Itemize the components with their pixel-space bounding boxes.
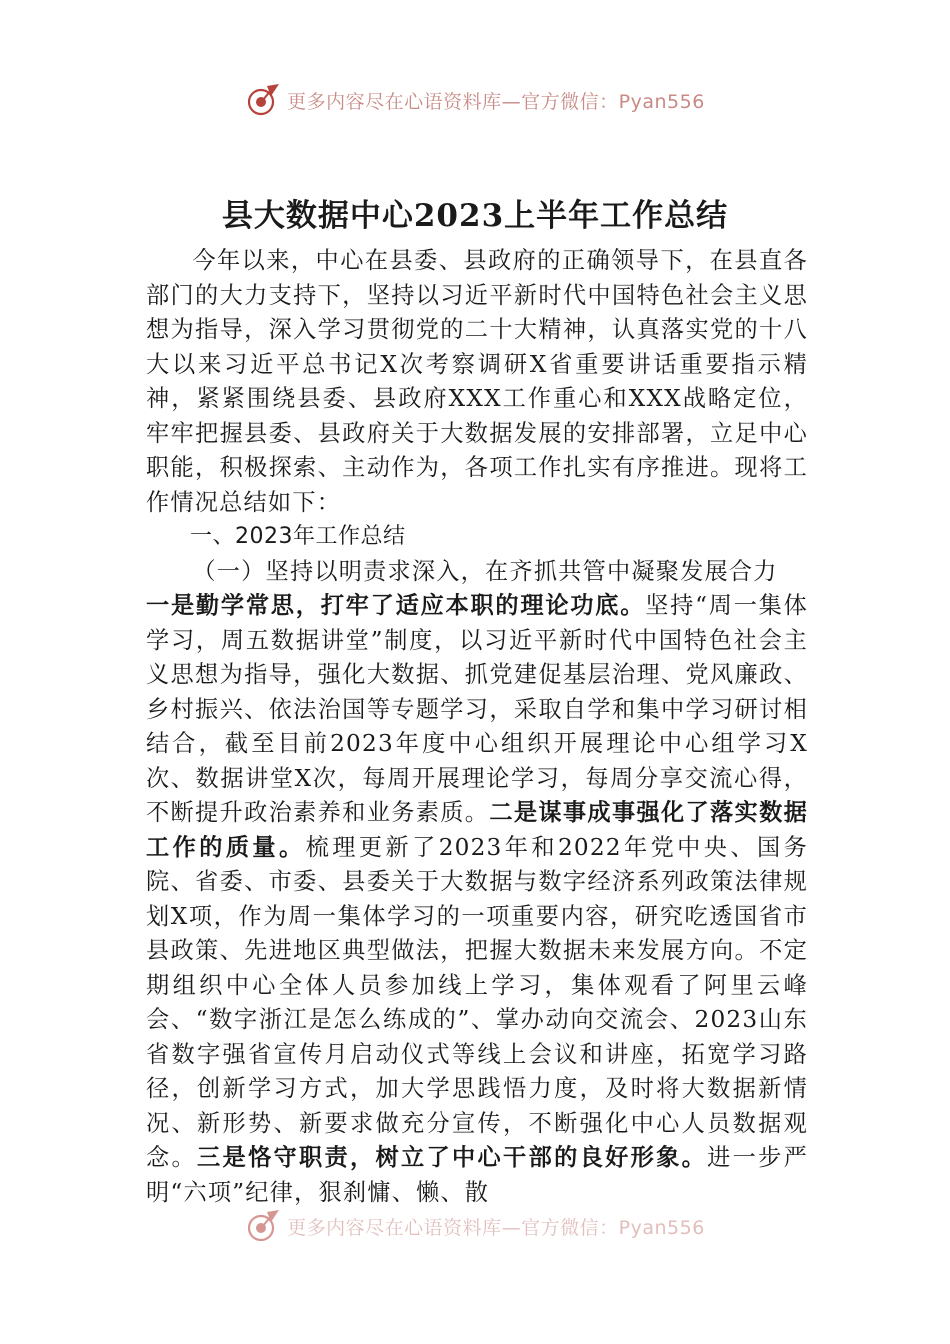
- intro-paragraph: 今年以来，中心在县委、县政府的正确领导下，在县直各部门的大力支持下，坚持以习近平新时代中国特色社会主义思想为指导，深入学习贯彻党的二十大精神，认真落实党的十八大以来习近平总书记X次考察调研X省重要讲话重要指示精神，紧紧围绕县委、县政府XXX工作重心和XXX战略定位，牢牢把握县委、县政府关于大数据发展的安排部署，立足中心职能，积极探索、主动作为，各项工作扎实有序推进。现将工作情况总结如下：: [146, 247, 808, 516]
- document-title: 县大数据中心2023上半年工作总结: [221, 198, 729, 234]
- section-heading: 一、2023年工作总结: [190, 524, 406, 549]
- point3-body: 进一步严明“六项”纪律，狠刹慵、懒、散: [146, 1144, 808, 1206]
- point1-body: 坚持“周一集体学习，周五数据讲堂”制度，以习近平新时代中国特色社会主义思想为指导，强化大数据、抓党建促基层治理、党风廉政、乡村振兴、依法治国等专题学习，采取自学和集中学习研讨相结合，截至目前2023年度中心组织开展理论中心组学习X次、数据讲堂X次，每周开展理论学习，每周分享交流心得，不断提升政治素养和业务素质。: [146, 592, 808, 826]
- seal-logo-icon: [245, 82, 281, 118]
- watermark-text: 更多内容尽在心语资料库—官方微信：Pyan556: [287, 1216, 705, 1239]
- document-body: [146, 244, 808, 1210]
- watermark-header: [0, 82, 950, 118]
- seal-logo-icon: [245, 1208, 281, 1244]
- subsection-heading: （一）坚持以明责求深入，在齐抓共管中凝聚发展合力: [192, 557, 778, 585]
- body-paragraph: [146, 589, 808, 1210]
- point3-lead: 三是恪守职责，树立了中心干部的良好形象。: [197, 1144, 708, 1171]
- point2-body: 梳理更新了2023年和2022年党中央、国务院、省委、市委、县委关于大数据与数字经济系列政策法律规划X项，作为周一集体学习的一项重要内容，研究吃透国省市县政策、先进地区典型做法，把握大数据未来发展方向。不定期组织中心全体人员参加线上学习，集体观看了阿里云峰会、“数字浙江是怎么练成的”、掌办动向交流会、2023山东省数字强省宣传月启动仪式等线上会议和讲座，拓宽学习路径，创新学习方式，加大学思践悟力度，及时将大数据新情况、新形势、新要求做充分宣传，不断强化中心人员数据观念。: [146, 833, 808, 1171]
- watermark-text: 更多内容尽在心语资料库—官方微信：Pyan556: [287, 90, 705, 113]
- watermark-footer: [0, 1208, 950, 1244]
- point1-lead: 一是勤学常思，打牢了适应本职的理论功底。: [146, 592, 646, 619]
- point2-lead: 二是谋事成事强化了落实数据工作的质量。: [146, 799, 808, 861]
